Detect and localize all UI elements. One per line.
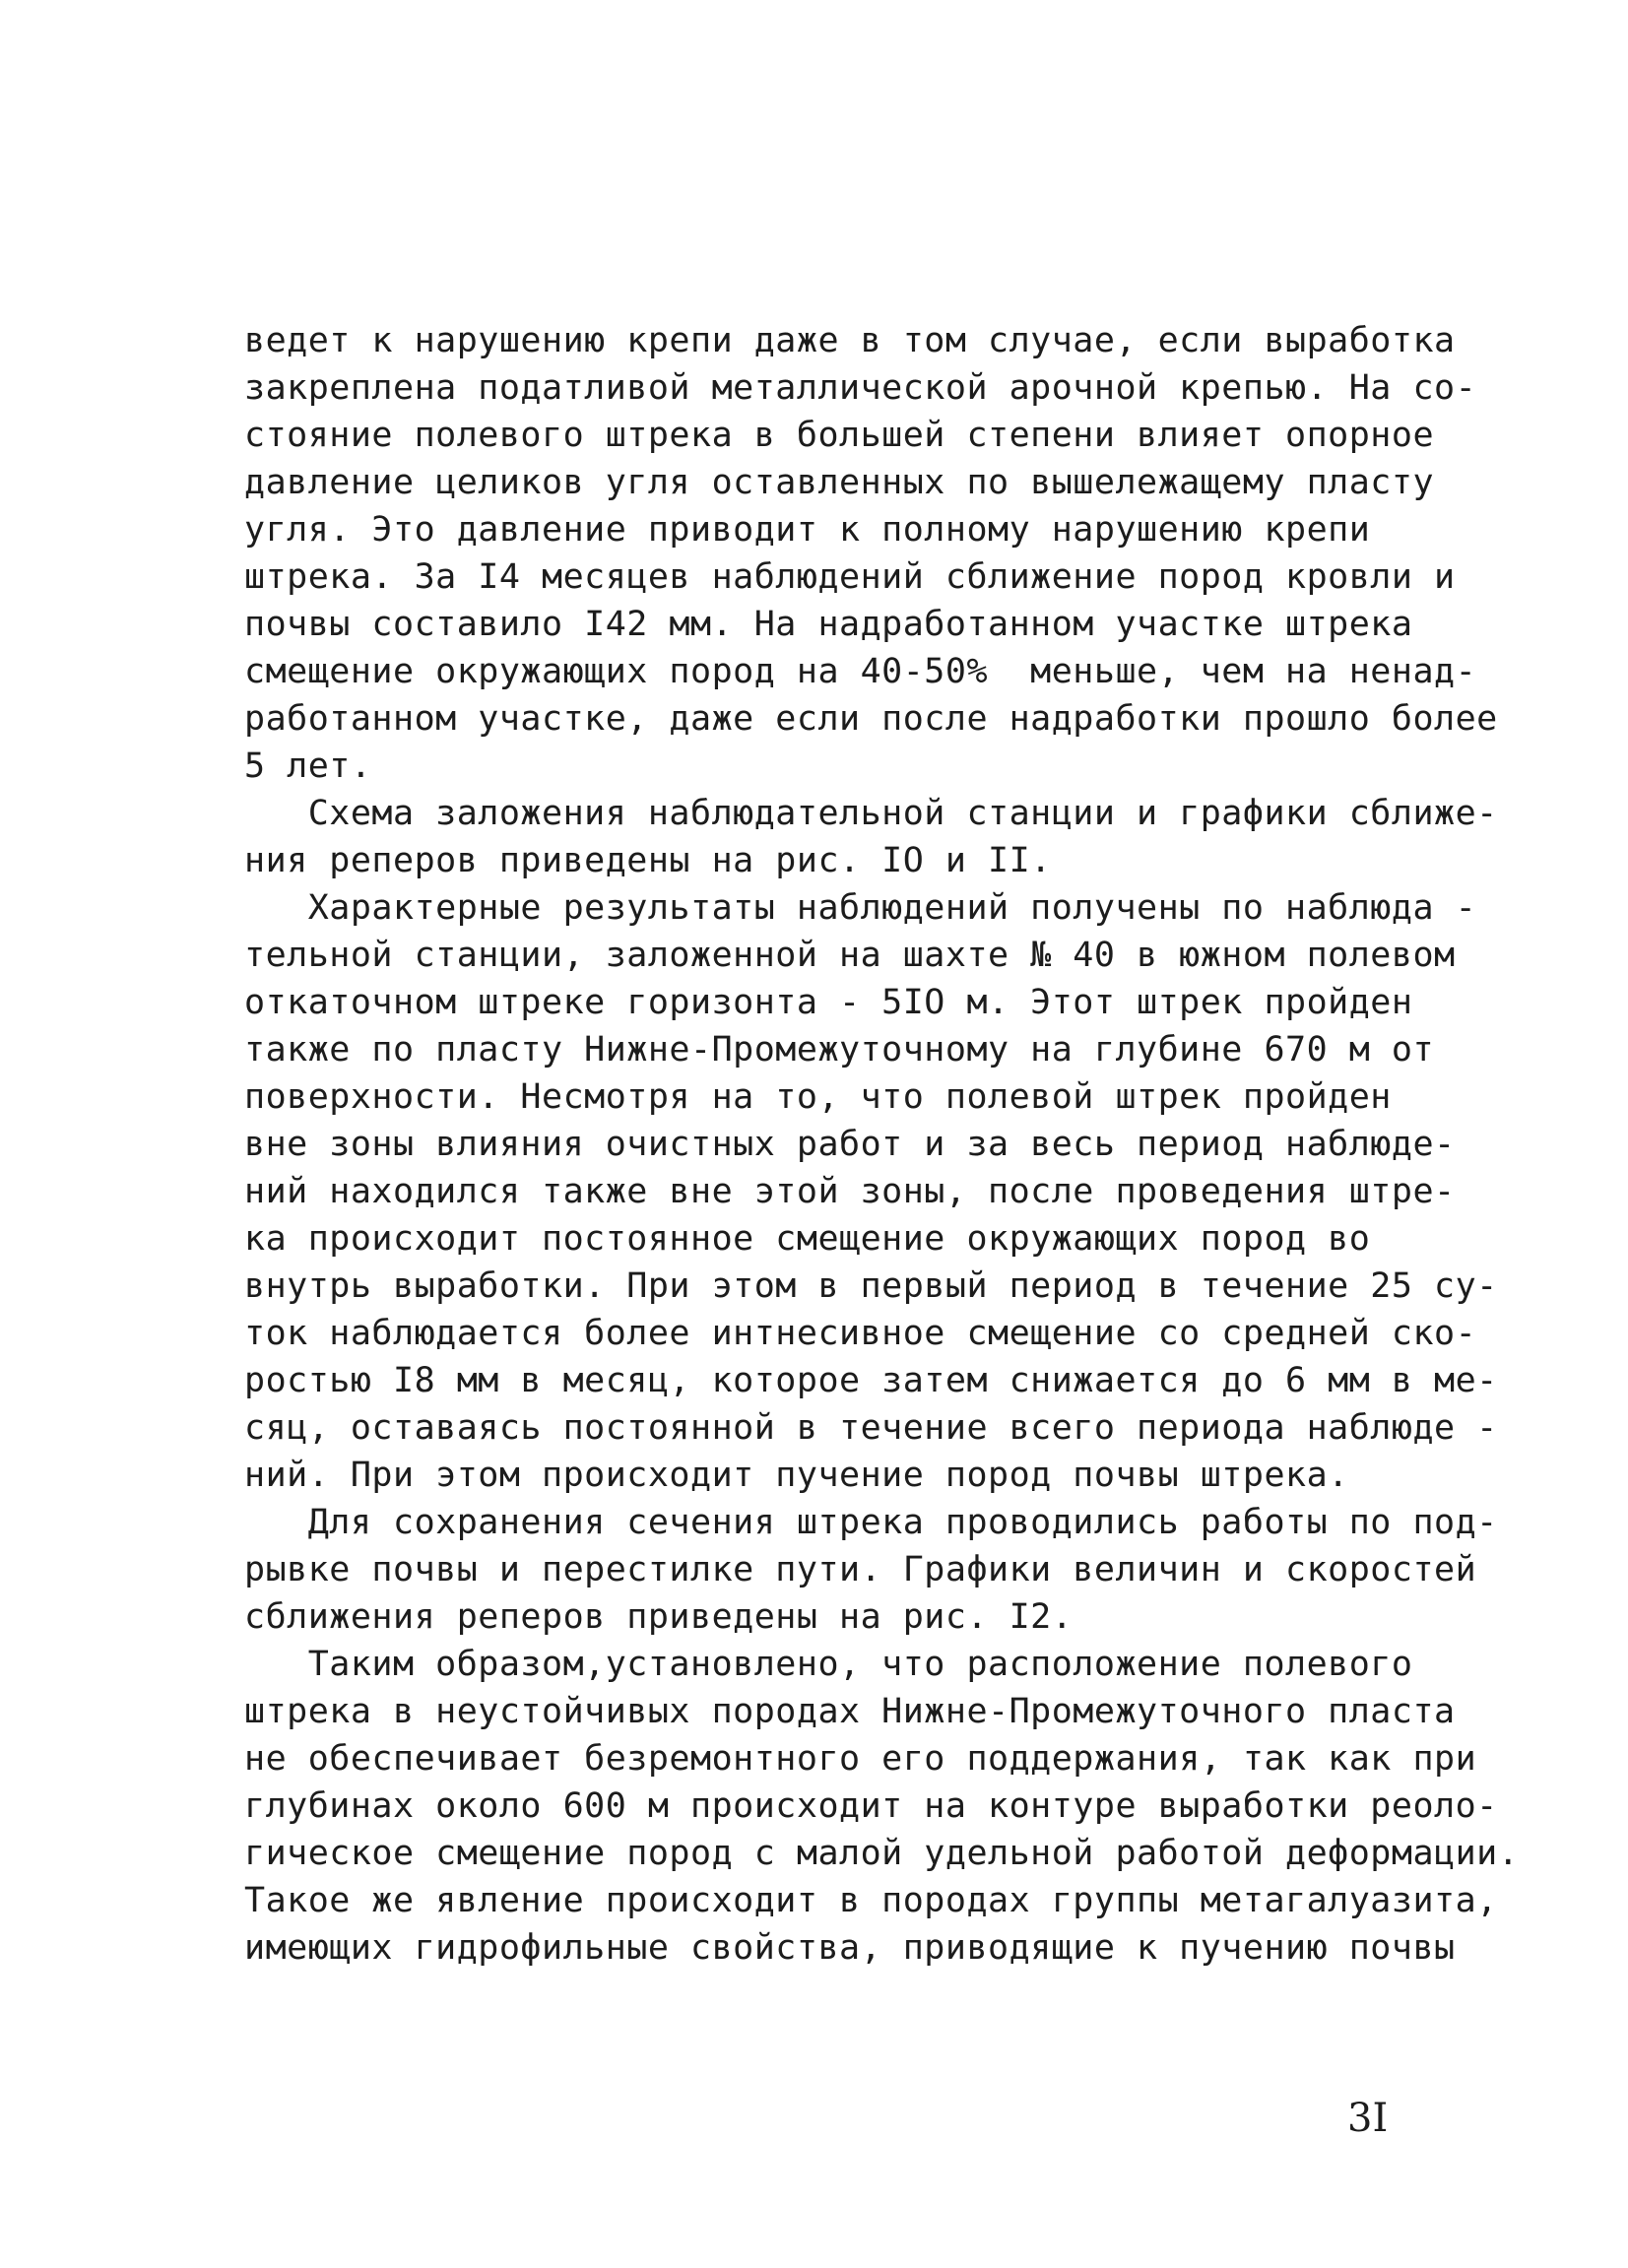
text-line: ток наблюдается более интнесивное смещение со средней ско- (244, 1314, 1477, 1353)
text-line: внутрь выработки. При этом в первый период в течение 25 су- (244, 1266, 1498, 1306)
text-line: Таким образом,установлено, что расположение полевого (244, 1645, 1413, 1684)
text-line: ка происходит постоянное смещение окружающих пород во (244, 1219, 1371, 1259)
text-line: ний. При этом происходит пучение пород почвы штрека. (244, 1456, 1349, 1495)
text-line: штрека. За I4 месяцев наблюдений сближение пород кровли и (244, 557, 1456, 597)
text-line: штрека в неустойчивых породах Нижне-Промежуточного пласта (244, 1692, 1456, 1731)
text-line: стояние полевого штрека в большей степени влияет опорное (244, 416, 1435, 455)
text-line: гическое смещение пород с малой удельной работой деформации. (244, 1834, 1520, 1873)
text-line: не обеспечивает безремонтного его поддержания, так как при (244, 1739, 1477, 1779)
text-line: глубинах около 600 м происходит на контуре выработки реоло- (244, 1786, 1498, 1826)
text-line: сближения реперов приведены на рис. I2. (244, 1597, 1074, 1637)
body-text (244, 317, 1520, 1972)
text-line: Такое же явление происходит в породах группы метагалуазита, (244, 1881, 1498, 1920)
text-line: ния реперов приведены на рис. IO и II. (244, 841, 1052, 880)
text-line: почвы составило I42 мм. На надработанном участке штрека (244, 605, 1413, 644)
text-line: рывке почвы и перестилке пути. Графики величин и скоростей (244, 1550, 1477, 1589)
page-number: 3I (1347, 2096, 1389, 2141)
text-line: 5 лет. (244, 746, 372, 786)
text-line: ведет к нарушению крепи даже в том случае, если выработка (244, 321, 1456, 360)
text-line: Схема заложения наблюдательной станции и графики сближе- (244, 794, 1498, 833)
text-line: вне зоны влияния очистных работ и за весь период наблюде- (244, 1125, 1456, 1164)
text-line: откаточном штреке горизонта - 5IO м. Этот штрек пройден (244, 983, 1413, 1022)
text-line: Характерные результаты наблюдений получены по наблюда - (244, 888, 1477, 928)
text-line: закреплена податливой металлической арочной крепью. На со- (244, 368, 1477, 408)
text-line: угля. Это давление приводит к полному нарушению крепи (244, 510, 1371, 550)
text-line: также по пласту Нижне-Промежуточному на глубине 670 м от (244, 1030, 1435, 1069)
text-line: сяц, оставаясь постоянной в течение всего периода наблюде - (244, 1408, 1498, 1448)
text-line: ний находился также вне этой зоны, после проведения штре- (244, 1172, 1456, 1211)
text-line: тельной станции, заложенной на шахте № 40 в южном полевом (244, 936, 1456, 975)
text-line: имеющих гидрофильные свойства, приводящие к пучению почвы (244, 1928, 1456, 1968)
text-line: Для сохранения сечения штрека проводились работы по под- (244, 1503, 1498, 1542)
text-line: смещение окружающих пород на 40-50% меньше, чем на ненад- (244, 652, 1477, 691)
text-line: работанном участке, даже если после надработки прошло более (244, 699, 1498, 739)
text-line: давление целиков угля оставленных по вышележащему пласту (244, 463, 1435, 502)
text-line: ростью I8 мм в месяц, которое затем снижается до 6 мм в ме- (244, 1361, 1498, 1400)
text-line: поверхности. Несмотря на то, что полевой штрек пройден (244, 1077, 1392, 1117)
